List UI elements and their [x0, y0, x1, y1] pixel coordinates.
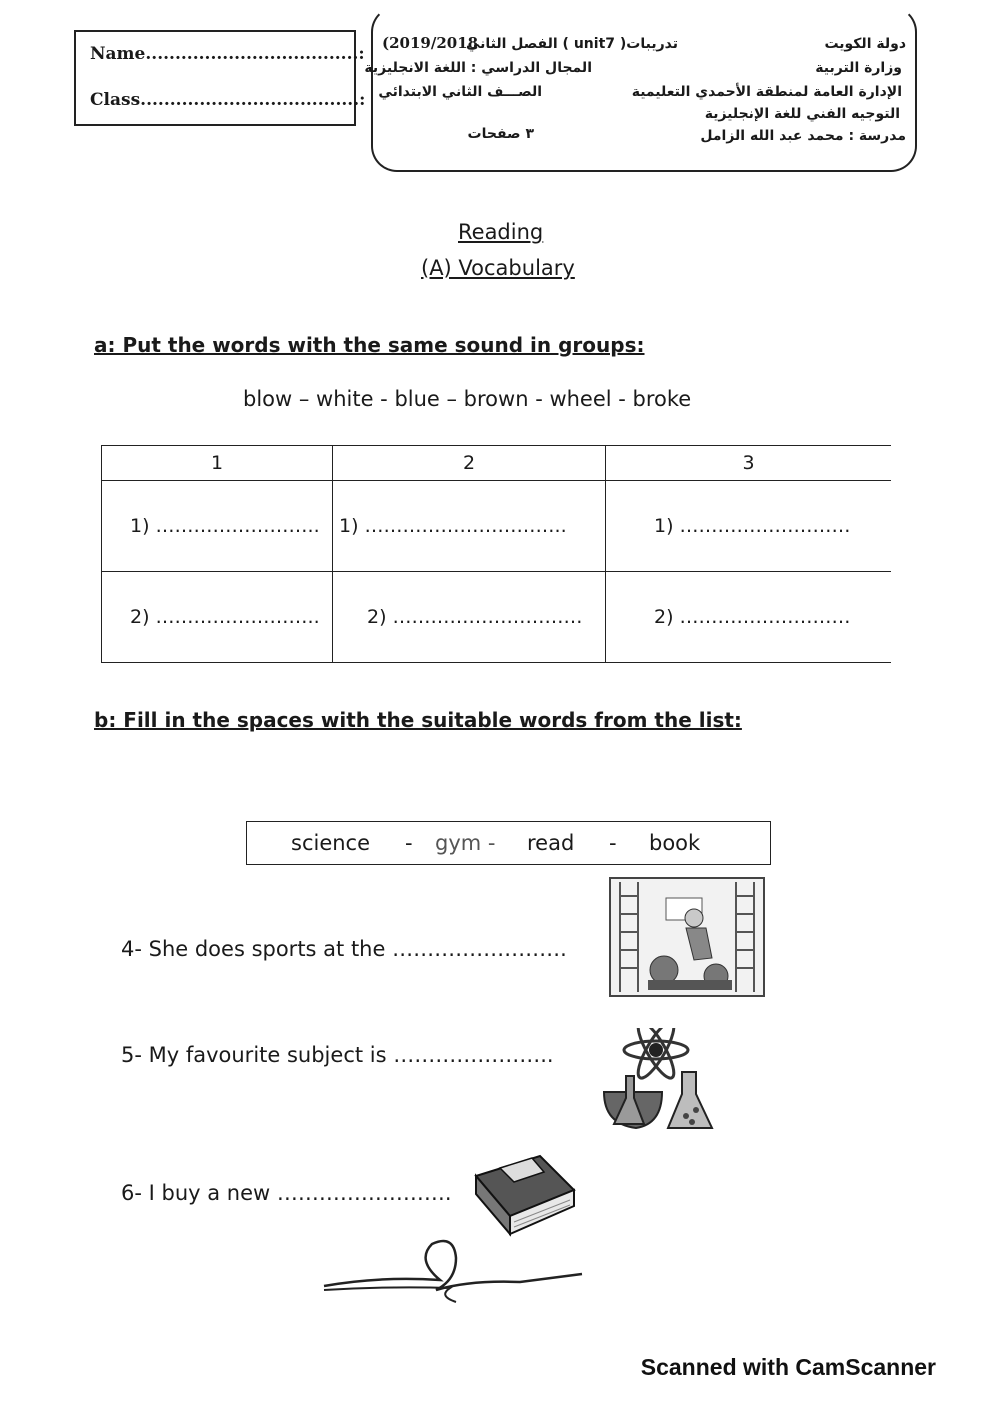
header-unit: تدريبات( unit7 ) الفصل الثاني: [465, 36, 678, 52]
table-row: [102, 572, 892, 663]
column-header-1: 1: [102, 446, 333, 481]
sound-groups-table: [101, 445, 891, 663]
section-b-heading: b: Fill in the spaces with the suitable words from the list:: [94, 708, 742, 732]
word-science: science: [291, 831, 371, 855]
scanner-watermark: Scanned with CamScanner: [640, 1354, 936, 1380]
section-a-word-list: blow – white - blue – brown - wheel - broke: [243, 387, 692, 411]
group-3-answer-1[interactable]: 1) ………………………: [606, 481, 892, 572]
column-header-3: 3: [606, 446, 892, 481]
word-separator: -: [609, 831, 617, 855]
word-gym: gym -: [435, 831, 496, 855]
header-country: دولة الكويت: [824, 36, 906, 52]
student-info-box: [74, 30, 366, 126]
header-year: (2019/2018: [382, 34, 479, 52]
header-school: مدرسة : محمد عبد الله الزامل: [700, 128, 906, 144]
table-header-row: [102, 446, 892, 481]
header-field: المجال الدراسي : اللغة الانجليزية: [364, 60, 592, 76]
word-bank-box: [246, 821, 771, 865]
page-subtitle: (A) Vocabulary: [421, 256, 575, 280]
table-row: [102, 481, 892, 572]
column-header-2: 2: [333, 446, 606, 481]
sentence-4[interactable]: 4- She does sports at the …………………….: [121, 937, 567, 961]
header-grade: الصـــف الثاني الابتدائي: [378, 84, 542, 100]
page-title: Reading: [458, 220, 544, 244]
header-pages: ٣ صفحات: [467, 126, 534, 142]
word-separator: -: [405, 831, 413, 855]
group-3-answer-2[interactable]: 2) ………………………: [606, 572, 892, 663]
section-a-heading: a: Put the words with the same sound in groups:: [94, 333, 645, 357]
header-ministry: وزارة التربية: [815, 60, 902, 76]
header-supervision: التوجيه الفني للغة الإنجليزية: [704, 106, 900, 122]
class-field[interactable]: Class.....................................:: [90, 90, 366, 110]
header-admin: الإدارة العامة لمنطقة الأحمدي التعليمية: [631, 84, 902, 100]
sentence-5[interactable]: 5- My favourite subject is …………………..: [121, 1043, 554, 1067]
word-book: book: [649, 831, 701, 855]
group-2-answer-2[interactable]: 2) …………………………: [333, 572, 606, 663]
group-2-answer-1[interactable]: 1) …………………………..: [333, 481, 606, 572]
book-image: [470, 1150, 580, 1238]
group-1-answer-2[interactable]: 2) ……………………..: [102, 572, 333, 663]
word-read: read: [527, 831, 575, 855]
science-image: [596, 1028, 718, 1136]
group-1-answer-1[interactable]: 1) ……………………..: [102, 481, 333, 572]
gym-image: [608, 876, 766, 998]
signature-image: [320, 1236, 590, 1306]
name-field[interactable]: Name....................................:: [90, 44, 365, 64]
sentence-6[interactable]: 6- I buy a new …………………….: [121, 1181, 452, 1205]
